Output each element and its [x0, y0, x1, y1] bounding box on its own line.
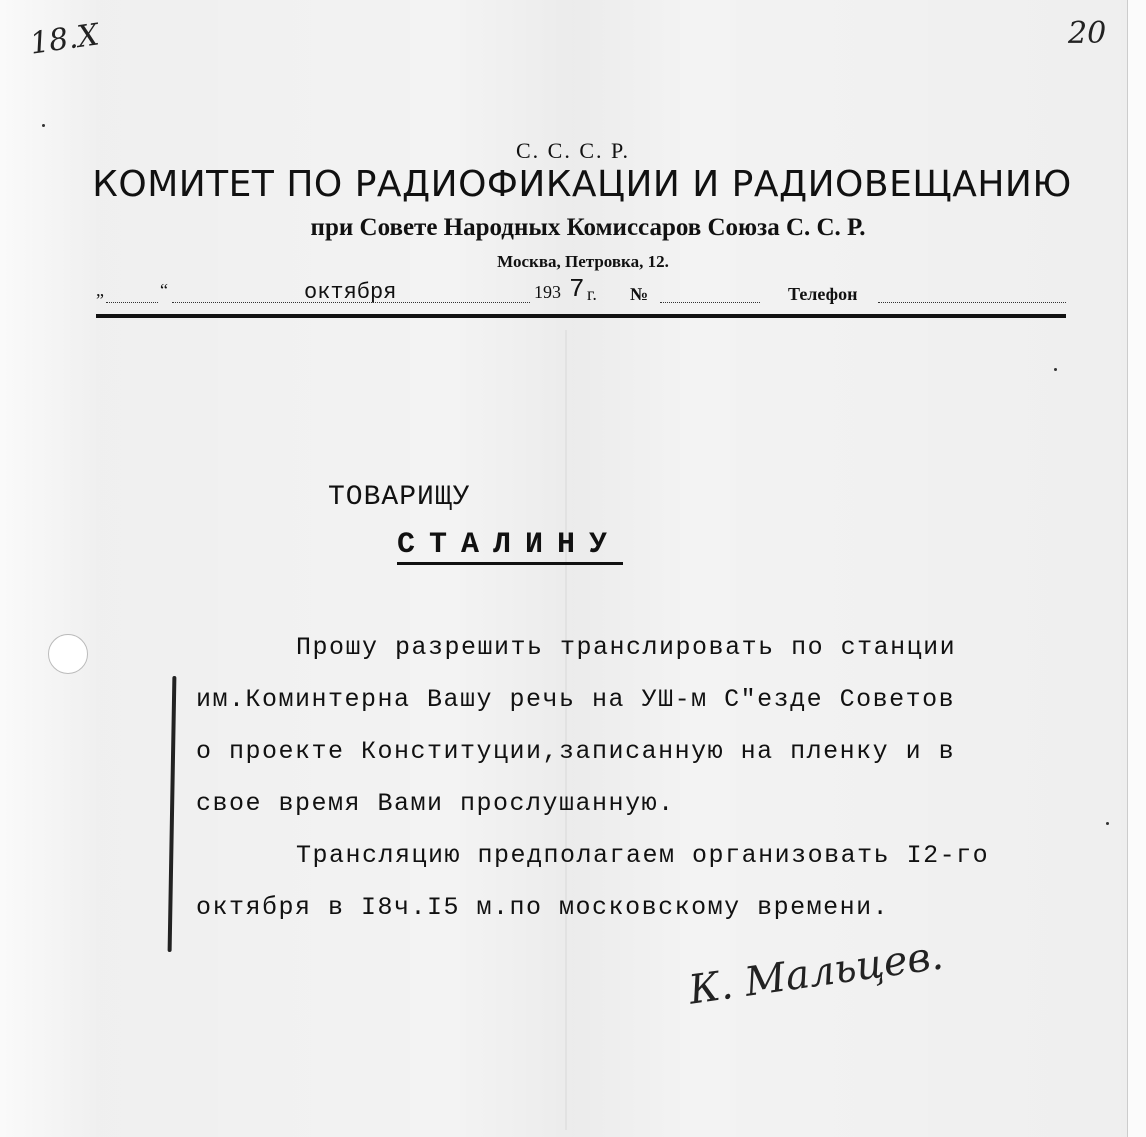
letterhead-rule — [96, 314, 1066, 318]
date-year-digit: 7 — [569, 274, 585, 304]
date-quote-open: „ — [96, 280, 104, 300]
page-left-margin — [0, 0, 96, 1137]
letterhead-address: Москва, Петровка, 12. — [497, 252, 669, 271]
body-line: Прошу разрешить транслировать по станции — [296, 633, 957, 662]
body-line: свое время Вами прослушанную. — [196, 789, 675, 818]
addressee-underline — [397, 562, 623, 565]
speck — [1106, 822, 1109, 825]
speck — [1054, 368, 1057, 371]
letterhead-title: КОМИТЕТ ПО РАДИОФИКАЦИИ И РАДИОВЕЩАНИЮ — [92, 164, 1072, 205]
body-line: октября в I8ч.I5 м.по московскому времени. — [196, 893, 890, 922]
letterhead-subtitle: при Совете Народных Комиссаров Союза С. С. Р. — [310, 214, 866, 241]
margin-mark — [168, 676, 177, 952]
punch-hole — [48, 634, 88, 674]
body-line: им.Коминтерна Вашу речь на УШ-м С"езде Советов — [196, 685, 956, 714]
page-right-edge — [1127, 0, 1146, 1137]
letter-body — [196, 622, 1026, 934]
body-line: Трансляцию предполагаем организовать I2-го — [296, 841, 990, 870]
date-month: октября — [304, 280, 397, 305]
number-dots — [660, 284, 760, 303]
date-quote-close: “ — [160, 280, 168, 300]
date-day-dots — [106, 284, 158, 303]
body-line: о проекте Конституции,записанную на пленку и в — [196, 737, 956, 766]
speck — [42, 124, 45, 127]
letterhead-country: С. С. С. Р. — [515, 138, 630, 163]
phone-label: Телефон — [788, 284, 858, 304]
addressee-line1: ТОВАРИЩУ — [328, 482, 471, 513]
date-year-suffix: г. — [587, 284, 597, 304]
phone-dots — [878, 284, 1066, 303]
date-year-prefix: 193 — [534, 282, 561, 302]
dateline — [96, 274, 1066, 308]
addressee-line2: СТАЛИНУ — [397, 528, 622, 562]
number-label: № — [630, 284, 649, 304]
archive-mark-left: 18.X — [27, 17, 102, 62]
signature: К. Мальцев. — [686, 932, 946, 1014]
archive-page-number: 20 — [1068, 16, 1107, 51]
